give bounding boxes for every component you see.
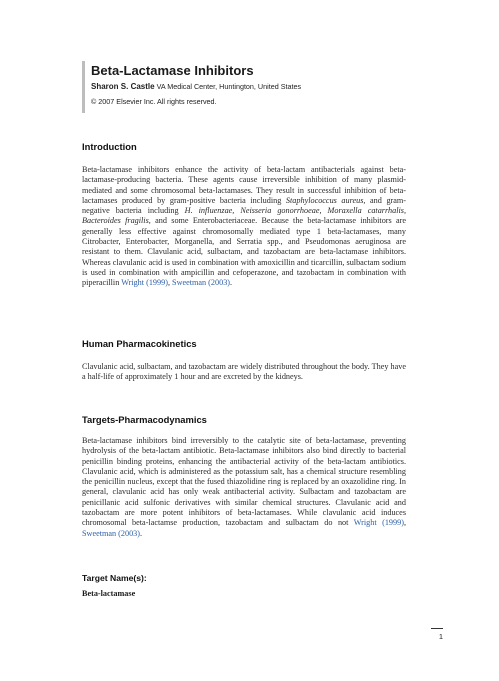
footer-rule (431, 628, 443, 629)
author-affiliation: VA Medical Center, Huntington, United States (156, 82, 302, 91)
pharmacodynamics-paragraph (82, 436, 406, 539)
target-name-value: Beta-lactamase (82, 589, 136, 598)
intro-organism-1: Staphylococcus aureus (285, 195, 364, 205)
copyright-notice: © 2007 Elsevier Inc. All rights reserved. (91, 97, 217, 106)
page-number: 1 (438, 632, 443, 641)
period: . (139, 528, 143, 538)
ref-separator: , (403, 518, 406, 528)
author-line (91, 82, 301, 91)
intro-text-3: , and some Enterobacteriaceae. Because the beta-lactamase inhibitors are generally less effective against chromosomally mediated type 1 beta-lactamases, many Citrobacter, Enterobacter, Morganella, and Serratia spp., and Pseudomonas aeruginosa are resistant to them. Clavulanic acid, sulbactam, and tazobactam are beta-lactamase inhibitors. Whereas clavulanic acid is used in combination with amoxicillin and ticarcillin, sulbactam sodium is used in combination with ampicillin and cefoperazone, and tazobactam in combination with piperacillin (82, 216, 407, 288)
intro-text-1: Beta-lactamase inhibitors enhance the activity of beta-lactam antibacterials against beta-lactamase-producing bacteria. These agents cause irreversible inhibition of many plasmid-mediated and some chromosomal beta-lactamases. They result in successful inhibition of beta-lactamases produced by gram-positive bacteria including (82, 165, 406, 205)
ref-separator: , (167, 278, 173, 288)
reference-link-sweetman[interactable]: Sweetman (2003) (172, 278, 231, 288)
reference-link-wright[interactable]: Wright (1999) (121, 278, 168, 288)
intro-organism-2: H. influenzae, Neisseria gonorrhoeae, Moraxella catarrhalis, Bacteroides fragilis (82, 206, 406, 226)
reference-link-wright[interactable]: Wright (1999) (353, 518, 404, 528)
intro-text-2: , and gram-negative bacteria including (82, 195, 407, 216)
reference-link-sweetman[interactable]: Sweetman (2003) (82, 528, 140, 538)
target-names-heading: Target Name(s): (82, 573, 147, 583)
pharmacokinetics-heading: Human Pharmacokinetics (82, 338, 197, 349)
pharmacodynamics-heading: Targets-Pharmacodynamics (82, 414, 207, 425)
introduction-paragraph (82, 165, 406, 289)
article-title: Beta-Lactamase Inhibitors (91, 63, 254, 78)
introduction-heading: Introduction (82, 141, 137, 152)
pharmacokinetics-paragraph: Clavulanic acid, sulbactam, and tazobactam are widely distributed throughout the body. They have a half-life of approximately 1 hour and are excreted by the kidneys. (82, 362, 406, 382)
period: . (230, 278, 233, 288)
header-accent-bar (82, 61, 85, 113)
pharmacodynamics-text: Beta-lactamase inhibitors bind irreversibly to the catalytic site of beta-lactamase, preventing hydrolysis of the beta-lactam antibiotic. Beta-lactamase inhibitors also bind directly to bacterial penicillin binding proteins, enhancing the antibacterial activity of the beta-lactam antibiotics. Clavulanic acid, which is administered as the potassium salt, has a chemical structure resembling the penicillin nucleus, except that the fused thiazolidine ring is replaced by an oxazolidine ring. In general, clavulanic acid has only weak antibacterial activity. Sulbactam and tazobactam are penicillanic acid sulfonic derivatives with similar chemical structures. Clavulanic acid and tazobactam are more potent inhibitors of beta-lactamases. While clavulanic acid induces chromosomal beta-lactamse production, tazobactam and sulbactam do not (82, 436, 406, 528)
author-name: Sharon S. Castle (91, 82, 155, 91)
